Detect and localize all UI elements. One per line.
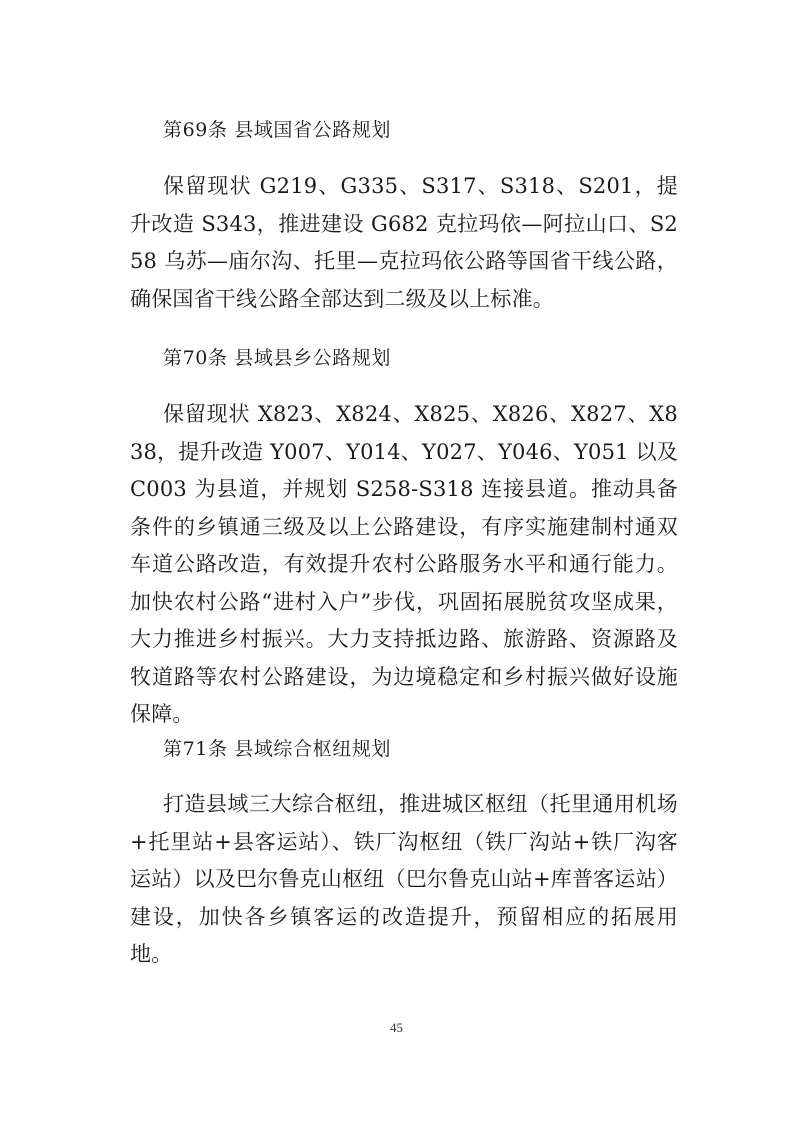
article-71-heading: 第71条 县域综合枢纽规划 [163, 738, 392, 760]
page-number: 45 [390, 1020, 403, 1035]
article-69-heading: 第69条 县域国省公路规划 [163, 119, 392, 141]
article-69-body: 保留现状 G219、G335、S317、S318、S201，提升改造 S343，推进建设 G682 克拉玛依—阿拉山口、S258 乌苏—庙尔沟、托里—克拉玛依公路等国省干线公路，确保国省干线公路全部达到二级及以上标准。 [130, 174, 678, 311]
article-70-heading: 第70条 县域县乡公路规划 [163, 347, 392, 369]
article-71-body: 打造县域三大综合枢纽，推进城区枢纽（托里通用机场+托里站+县客运站）、铁厂沟枢纽（铁厂沟站+铁厂沟客运站）以及巴尔鲁克山枢纽（巴尔鲁克山站+库普客运站）建设，加快各乡镇客运的改造提升，预留相应的拓展用地。 [130, 792, 678, 966]
article-70-body: 保留现状 X823、X824、X825、X826、X827、X838，提升改造 Y007、Y014、Y027、Y046、Y051 以及 C003 为县道，并规划 S258-S318 连接县道。推动具备条件的乡镇通三级及以上公路建设，有序实施建制村通双车道公路改造，有效提升农村公路服务水平和通行能力。加快农村公路“进村入户”步伐，巩固拓展脱贫攻坚成果，大力推进乡村振兴。大力支持抵边路、旅游路、资源路及牧道路等农村公路建设，为边境稳定和乡村振兴做好设施保障。 [130, 402, 678, 726]
